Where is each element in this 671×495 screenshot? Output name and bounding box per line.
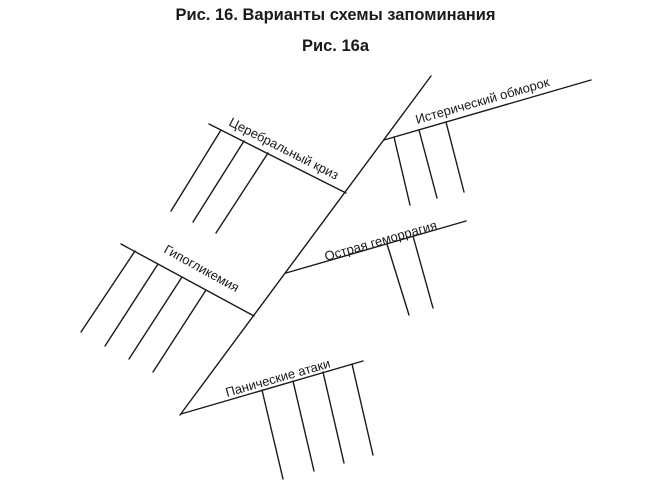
branch-label: Панические атаки bbox=[223, 355, 332, 400]
branch-hypoglycemia bbox=[81, 242, 254, 372]
branch-stroke bbox=[129, 277, 182, 359]
branch-stroke bbox=[81, 251, 135, 332]
branch-stroke bbox=[394, 137, 410, 205]
figure-subtitle: Рис. 16а bbox=[301, 37, 370, 55]
branch-line bbox=[181, 361, 363, 414]
branch-hysteric bbox=[384, 74, 591, 205]
branch-stroke bbox=[293, 381, 314, 471]
branch-label: Острая геморрагия bbox=[322, 217, 439, 264]
figure-title: Рис. 16. Варианты схемы запоминания bbox=[175, 6, 496, 24]
branch-stroke bbox=[446, 122, 464, 192]
branch-line bbox=[384, 80, 591, 140]
branch-label: Гипогликемия bbox=[161, 241, 242, 296]
branch-stroke bbox=[262, 390, 283, 479]
branch-hemorrhage bbox=[286, 217, 466, 315]
branch-stroke bbox=[171, 130, 221, 211]
branch-stroke bbox=[193, 141, 244, 222]
branch-label: Истерический обморок bbox=[413, 74, 551, 127]
branch-stroke bbox=[153, 290, 206, 372]
branch-stroke bbox=[413, 236, 433, 308]
branch-stroke bbox=[105, 264, 158, 346]
branch-stroke bbox=[352, 364, 373, 455]
branch-line bbox=[209, 124, 346, 193]
branch-cerebral bbox=[171, 114, 346, 233]
branch-stroke bbox=[419, 130, 437, 198]
branch-stroke bbox=[323, 372, 344, 463]
branch-label: Церебральный криз bbox=[226, 114, 342, 183]
branch-stroke bbox=[387, 244, 409, 315]
branch-stroke bbox=[216, 153, 268, 233]
